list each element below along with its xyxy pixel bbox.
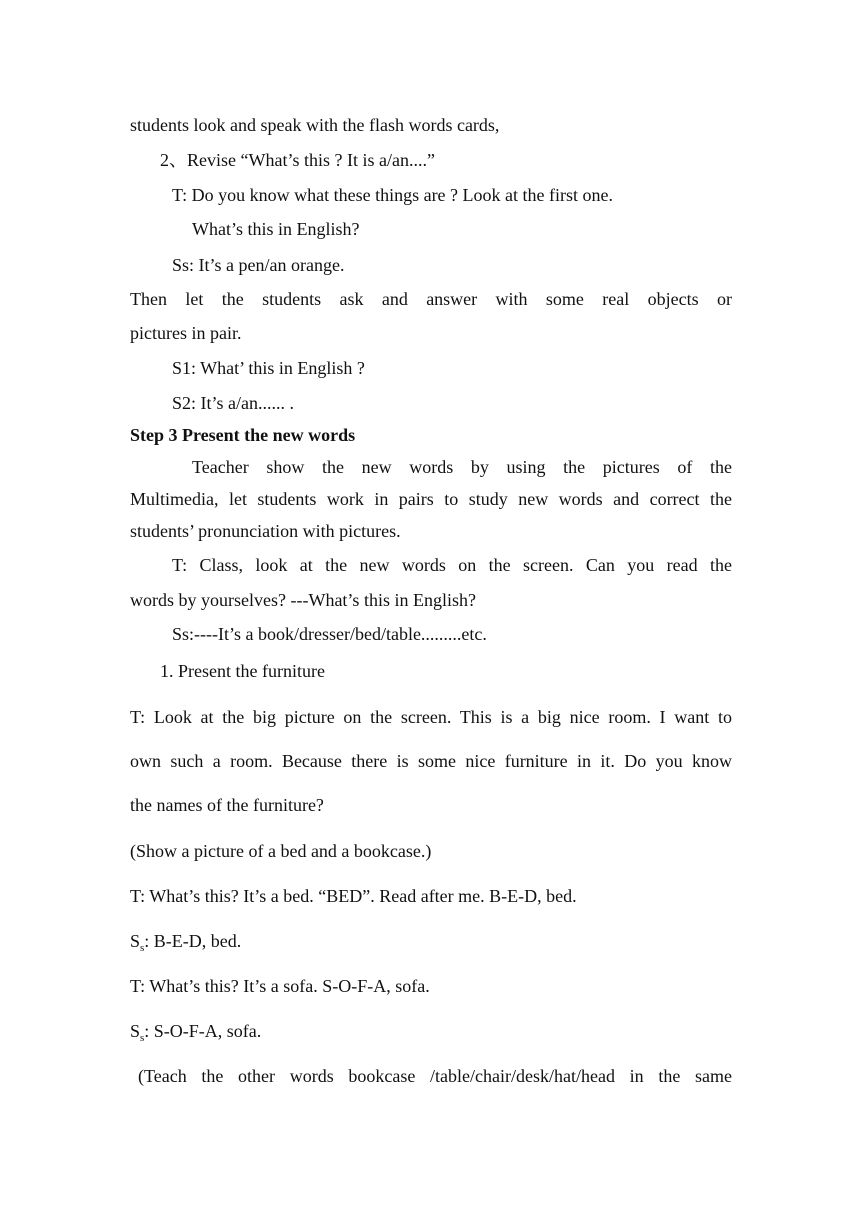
text-line: own such a room. Because there is some nice furniture in it. Do you know — [130, 751, 732, 771]
text-line: (Show a picture of a bed and a bookcase.) — [130, 841, 432, 861]
text-line: words by yourselves? ---What’s this in English? — [130, 590, 476, 610]
speaker-label: S — [130, 931, 141, 951]
text-line: Teacher show the new words by using the pictures of the — [192, 457, 732, 477]
text-line: (Teach the other words bookcase /table/chair/desk/hat/head in the same — [138, 1066, 732, 1086]
speaker-subscript: s — [140, 1032, 145, 1044]
text-line: students look and speak with the flash words cards, — [130, 115, 500, 135]
text-line: S1: What’ this in English ? — [172, 358, 365, 378]
text-line: 2、Revise “What’s this ? It is a/an....” — [160, 150, 435, 170]
text-line: 1. Present the furniture — [160, 661, 325, 681]
text-line: the names of the furniture? — [130, 795, 324, 815]
text-line: students’ pronunciation with pictures. — [130, 521, 401, 541]
text-line: T: Do you know what these things are ? Look at the first one. — [172, 185, 613, 205]
text-line: T: What’s this? It’s a bed. “BED”. Read after me. B-E-D, bed. — [130, 886, 577, 906]
text-line: Ss: It’s a pen/an orange. — [172, 255, 345, 275]
line-text: : B-E-D, bed. — [144, 931, 242, 951]
text-line: S2: It’s a/an...... . — [172, 393, 294, 413]
text-line: pictures in pair. — [130, 323, 242, 343]
text-line: Ss:----It’s a book/dresser/bed/table.........etc. — [172, 624, 487, 644]
line-text: : S-O-F-A, sofa. — [144, 1021, 262, 1041]
text-line — [130, 1020, 261, 1049]
speaker-subscript: s — [140, 942, 145, 954]
text-line: T: Class, look at the new words on the screen. Can you read the — [172, 555, 732, 575]
text-line: Then let the students ask and answer with some real objects or — [130, 289, 732, 309]
speaker-label: S — [130, 1021, 141, 1041]
text-line — [130, 930, 241, 959]
text-line: What’s this in English? — [192, 219, 360, 239]
text-line: T: What’s this? It’s a sofa. S-O-F-A, sofa. — [130, 976, 430, 996]
text-line: T: Look at the big picture on the screen. This is a big nice room. I want to — [130, 707, 732, 727]
section-heading: Step 3 Present the new words — [130, 425, 356, 445]
text-line: Multimedia, let students work in pairs to study new words and correct the — [130, 489, 732, 509]
